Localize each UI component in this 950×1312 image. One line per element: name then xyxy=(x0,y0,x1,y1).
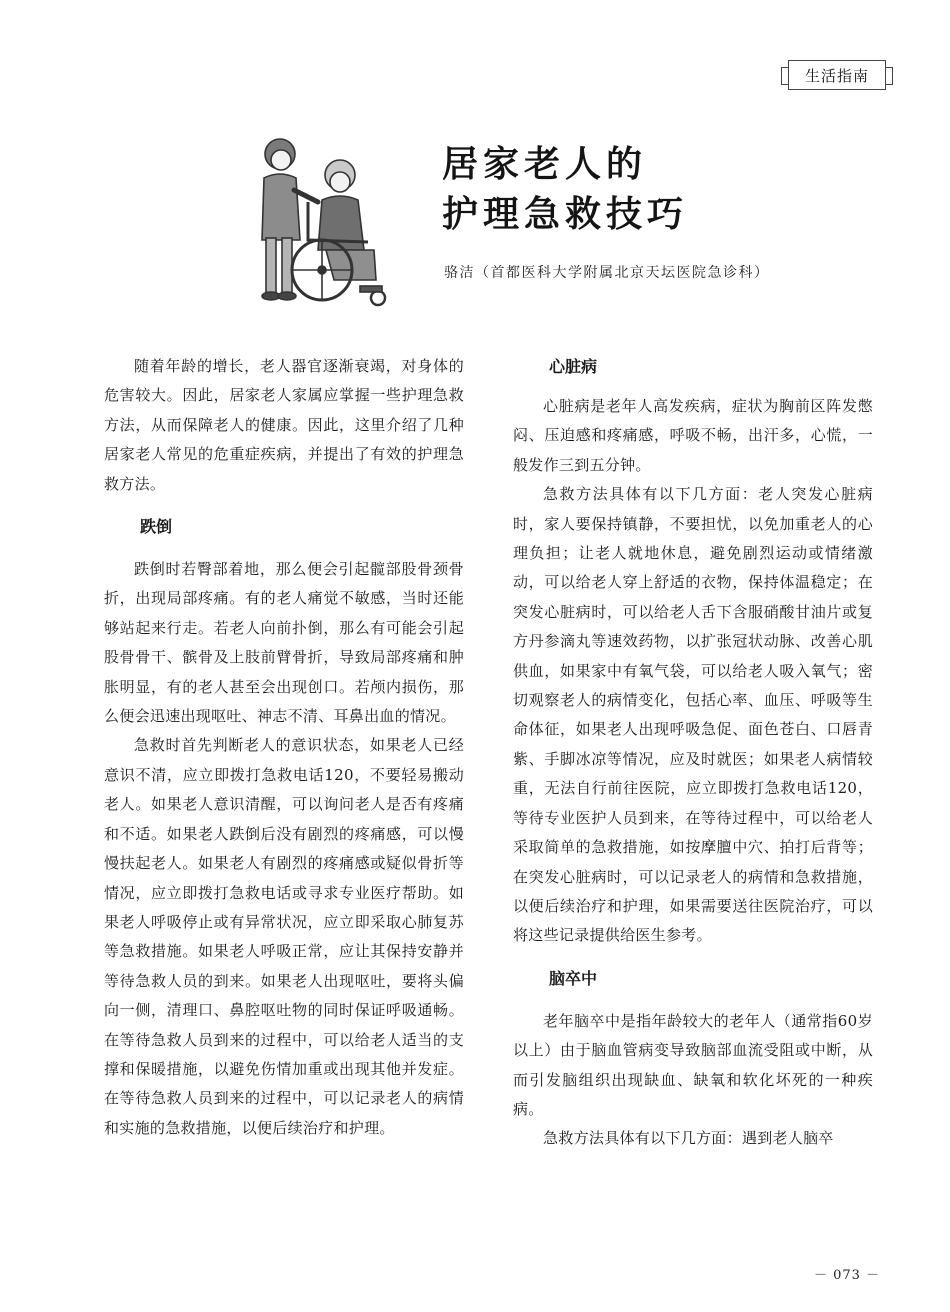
section-heading-heart-disease: 心脏病 xyxy=(549,357,598,376)
fall-paragraph-1: 跌倒时若臀部着地，那么便会引起髋部股骨颈骨折，出现局部疼痛。有的老人痛觉不敏感，当时还能够站起来行走。若老人向前扑倒，那么有可能会引起股骨骨干、髌骨及上肢前臂骨折，导致局部疼痛和肿胀明显，有的老人甚至会出现创口。若颅内损伤，那么便会迅速出现呕吐、神志不清、耳鼻出血的情况。 xyxy=(104,560,464,726)
author-byline: 骆洁（首都医科大学附属北京天坛医院急诊科） xyxy=(444,265,770,281)
left-column xyxy=(104,352,464,1143)
stroke-paragraph-1: 老年脑卒中是指年龄较大的老年人（通常指60岁以上）由于脑血管病变导致脑部血流受阻或中断，从而引发脑组织出现缺血、缺氧和软化坏死的一种疾病。 xyxy=(513,1011,873,1118)
fall-paragraph-2: 急救时首先判断老人的意识状态，如果老人已经意识不清，应立即拨打急救电话120，不要轻易搬动老人。如果老人意识清醒，可以询问老人是否有疼痛和不适。如果老人跌倒后没有剧烈的疼痛感，可以慢慢扶起老人。如果老人有剧烈的疼痛感或疑似骨折等情况，应立即拨打急救电话或寻求专业医疗帮助。如果老人呼吸停止或有异常状况，应立即采取心肺复苏等急救措施。如果老人呼吸正常，应让其保持安静并等待急救人员的到来。如果老人出现呕吐，要将头偏向一侧，清理口、鼻腔呕吐物的同时保证呼吸通畅。在等待急救人员到来的过程中，可以给老人适当的支撑和保暖措施，以避免伤情加重或出现其他并发症。在等待急救人员到来的过程中，可以记录老人的病情和实施的急救措施，以便后续治疗和护理。 xyxy=(104,736,464,1137)
title-line-1: 居家老人的 xyxy=(442,144,648,185)
intro-paragraph: 随着年龄的增长，老人器官逐渐衰竭，对身体的危害较大。因此，居家老人家属应掌握一些护理急救方法，从而保障老人的健康。因此，这里介绍了几种居家老人常见的危重症疾病，并提出了有效的护理急救方法。 xyxy=(104,357,464,493)
section-heading-stroke: 脑卒中 xyxy=(549,968,598,988)
heart-paragraph-1: 心脏病是老年人高发疾病，症状为胸前区阵发憋闷、压迫感和疼痛感，呼吸不畅，出汗多，心慌，一般发作三到五分钟。 xyxy=(513,397,873,474)
title-line-2: 护理急救技巧 xyxy=(442,194,689,235)
right-column xyxy=(513,352,873,1154)
stroke-paragraph-2: 急救方法具体有以下几方面：遇到老人脑卒 xyxy=(543,1129,834,1148)
section-heading-fall: 跌倒 xyxy=(140,517,173,537)
article-title xyxy=(442,140,688,240)
heart-paragraph-2: 急救方法具体有以下几方面：老人突发心脏病时，家人要保持镇静，不要担忧，以免加重老人的心理负担；让老人就地休息，避免剧烈运动或情绪激动，可以给老人穿上舒适的衣物，保持体温稳定；在突发心脏病时，可以给老人舌下含服硝酸甘油片或复方丹参滴丸等速效药物，以扩张冠状动脉、改善心肌供血，如果家中有氧气袋，可以给老人吸入氧气；密切观察老人的病情变化，包括心率、血压、呼吸等生命体征，如果老人出现呼吸急促、面色苍白、口唇青紫、手脚冰凉等情况，应及时就医；如果老人病情较重，无法自行前往医院，应立即拨打急救电话120，等待专业医护人员到来，在等待过程中，可以给老人采取简单的急救措施，如按摩膻中穴、拍打后背等；在突发心脏病时，可以记录老人的病情和急救措施，以便后续治疗和护理，如果需要送往医院治疗，可以将这些记录提供给医生参考。 xyxy=(513,485,873,945)
caregiver-wheelchair-illustration xyxy=(248,130,398,315)
page-number: － 073 － xyxy=(814,1268,881,1283)
section-tag: 生活指南 xyxy=(788,60,886,90)
